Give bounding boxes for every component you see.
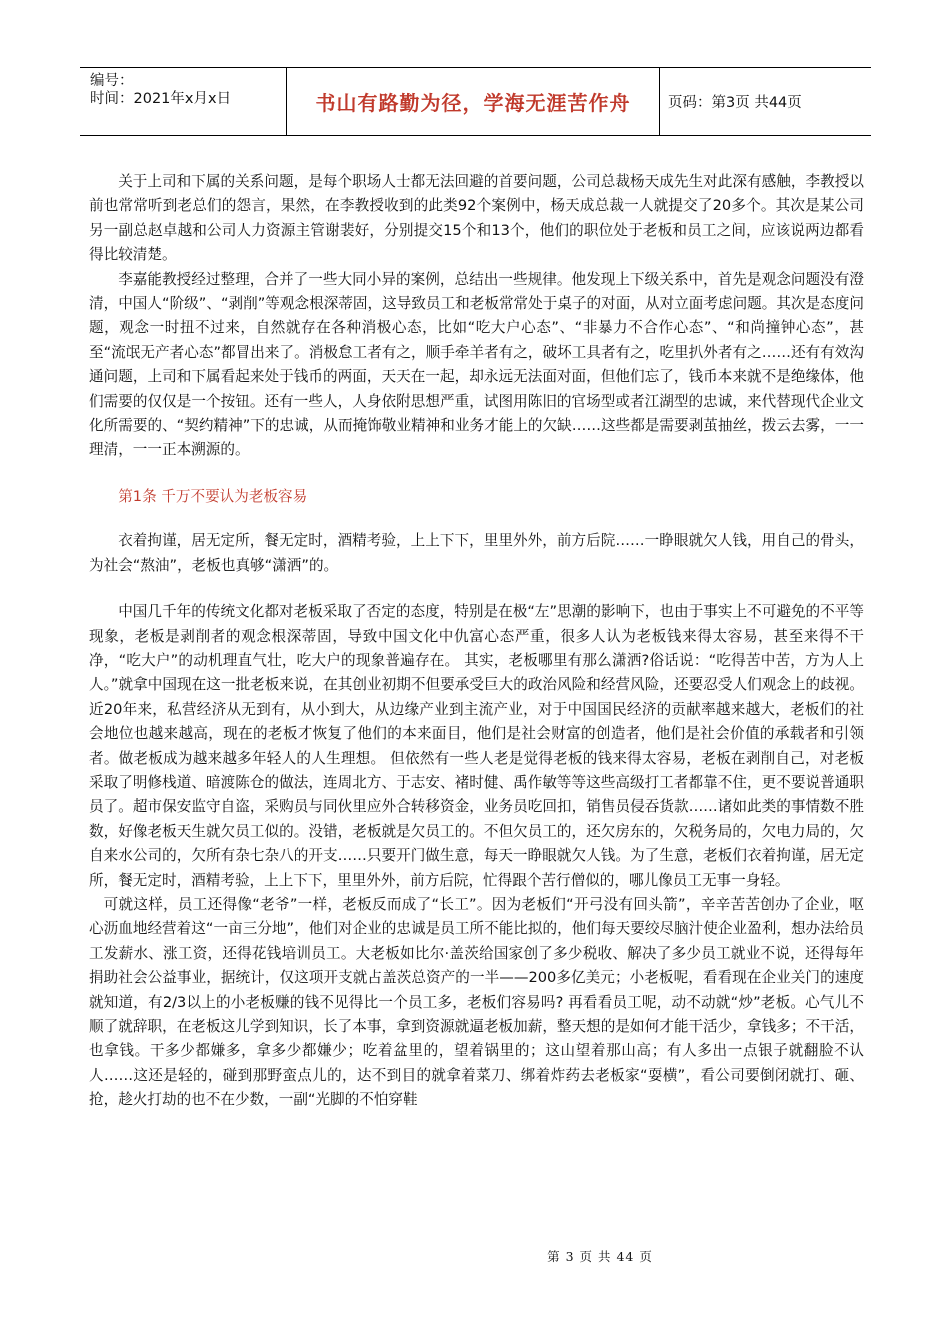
page-header xyxy=(80,67,871,136)
page-footer: 第 3 页 共 44 页 xyxy=(547,1249,653,1264)
header-page-label: 页码：第3页 共44页 xyxy=(668,95,802,111)
paragraph-3: 衣着拘谨，居无定所，餐无定时，酒精考验，上上下下，里里外外，前方后院……一睁眼就欠人钱，用自己的骨头，为社会“熬油”，老板也真够“潇洒”的。 xyxy=(89,532,864,574)
paragraph-2: 李嘉能教授经过整理，合并了一些大同小异的案例，总结出一些规律。他发现上下级关系中，首先是观念问题没有澄清，中国人“阶级”、“剥削”等观念根深蒂固，这导致员工和老板常常处于桌子的对面，从对立面考虑问题。其次是态度问题，观念一时扭不过来，自然就存在各种消极心态，比如“吃大户心态”、“非暴力不合作心态”、“和尚撞钟心态”，甚至“流氓无产者心态”都冒出来了。消极怠工者有之，顺手牵羊者有之，破坏工具者有之，吃里扒外者有之……还有有效沟通问题，上司和下属看起来处于钱币的两面，天天在一起，却永远无法面对面，但他们忘了，钱币本来就不是绝缘体，他们需要的仅仅是一个按钮。还有一些人，人身依附思想严重，试图用陈旧的官场型或者江湖型的忠诚，来代替现代企业文化所需要的、“契约精神”下的忠诚，从而掩饰敬业精神和业务才能上的欠缺……这些都是需要剥茧抽丝，拨云去雾，一一理清，一一正本溯源的。 xyxy=(89,270,864,459)
paragraph-4: 中国几千年的传统文化都对老板采取了否定的态度，特别是在极“左”思潮的影响下，也由于事实上不可避免的不平等现象，老板是剥削者的观念根深蒂固，导致中国文化中仇富心态严重，很多人认为老板钱来得太容易，甚至来得不干净，“吃大户”的动机理直气壮，吃大户的现象普遍存在。 其实，老板哪里有那么潇洒?俗话说：“吃得苦中苦，方为人上人。”就拿中国现在这一批老板来说，在其创业初期不但要承受巨大的政治风险和经营风险，还要忍受人们观念上的歧视。近20年来，私营经济从无到有，从小到大，从边缘产业到主流产业，对于中国国民经济的贡献率越来越大，老板们的社会地位也越来越高，现在的老板才恢复了他们的本来面目，他们是社会财富的创造者，他们是社会价值的承载者和引领者。做老板成为越来越多年轻人的人生理想。 但依然有一些人老是觉得老板的钱来得太容易，老板在剥削自己，对老板采取了明修栈道、暗渡陈仓的做法，连周北方、于志安、褚时健、禹作敏等等这些高级打工者都靠不住，更不要说普通职员了。超市保安监守自盗，采购员与同伙里应外合转移资金，业务员吃回扣，销售员侵吞货款……诸如此类的事情数不胜数，好像老板天生就欠员工似的。没错，老板就是欠员工的。不但欠员工的，还欠房东的，欠税务局的，欠电力局的，欠自来水公司的，欠所有杂七杂八的开支……只要开门做生意，每天一睁眼就欠人钱。为了生意，老板们衣着拘谨，居无定所，餐无定时，酒精考验，上上下下，里里外外，前方后院，忙得跟个苦行僧似的，哪儿像员工无事一身轻。 xyxy=(89,603,864,889)
paragraph-1: 关于上司和下属的关系问题，是每个职场人士都无法回避的首要问题，公司总裁杨天成先生对此深有感触，李教授以前也常常听到老总们的怨言，果然，在李教授收到的此类92个案例中，杨天成总裁一人就提交了20多个。其次是某公司另一副总赵卓越和公司人力资源主管谢裴好，分别提交15个和13个，他们的职位处于老板和员工之间，应该说两边都看得比较清楚。 xyxy=(89,173,864,264)
document-body xyxy=(89,170,864,1113)
section-heading: 第1条 千万不要认为老板容易 xyxy=(118,487,308,505)
paragraph-5: 可就这样，员工还得像“老爷”一样，老板反而成了“长工”。因为老板们“开弓没有回头箭”，辛辛苦苦创办了企业，呕心沥血地经营着这“一亩三分地”，他们对企业的忠诚是员工所不能比拟的，他们每天要绞尽脑汁使企业盈利，想办法给员工发薪水、涨工资，还得花钱培训员工。大老板如比尔·盖茨给国家创了多少税收、解决了多少员工就业不说，还得每年捐助社会公益事业，据统计，仅这项开支就占盖茨总资产的一半——200多亿美元；小老板呢，看看现在企业关门的速度就知道，有2/3以上的小老板赚的钱不见得比一个员工多，老板们容易吗? 再看看员工呢，动不动就“炒”老板。心气儿不顺了就辞职，在老板这儿学到知识，长了本事，拿到资源就逼老板加薪，整天想的是如何才能干活少，拿钱多；不干活，也拿钱。干多少都嫌多，拿多少都嫌少；吃着盆里的，望着锅里的；这山望着那山高；有人多出一点银子就翻脸不认人……这还是轻的，碰到那野蛮点儿的，达不到目的就拿着菜刀、绑着炸药去老板家“耍横”，看公司要倒闭就打、砸、抢，趁火打劫的也不在少数，一副“光脚的不怕穿鞋 xyxy=(89,895,864,1109)
number-label: 编号： xyxy=(90,73,134,89)
header-meta xyxy=(80,68,287,135)
header-motto: 书山有路勤为径，学海无涯苦作舟 xyxy=(287,68,660,135)
time-label: 时间：2021年x月x日 xyxy=(90,91,232,107)
